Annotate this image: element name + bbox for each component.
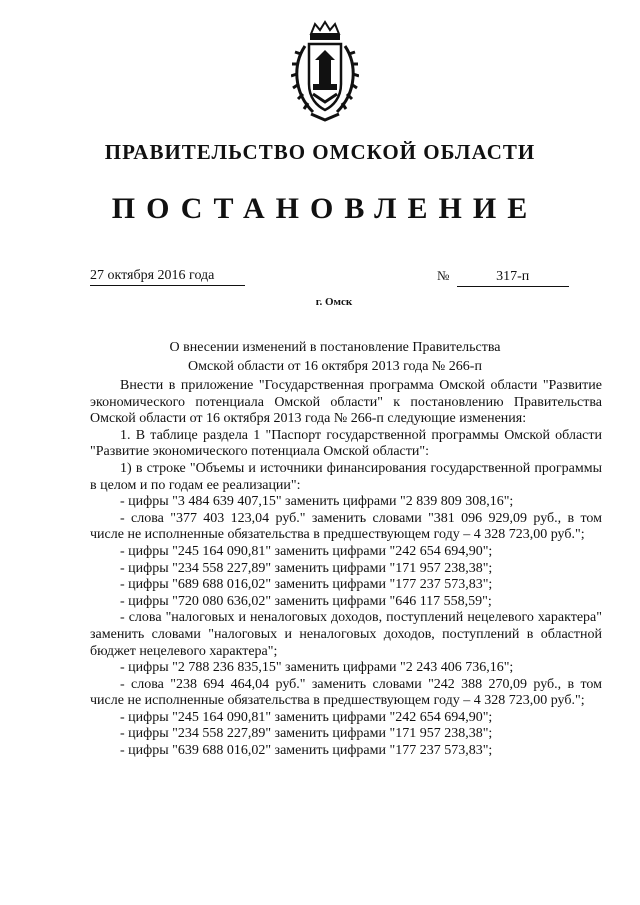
city: г. Омск bbox=[315, 296, 353, 308]
subject-line: Омской области от 16 октября 2013 года № 266-п bbox=[188, 359, 482, 374]
paragraph: - цифры "689 688 016,02" заменить цифрами "177 237 573,83"; bbox=[120, 577, 493, 593]
paragraph: - цифры "3 484 639 407,15" заменить цифрами "2 839 809 308,16"; bbox=[120, 494, 514, 510]
paragraph: - цифры "2 788 236 835,15" заменить цифрами "2 243 406 736,16"; bbox=[120, 660, 514, 676]
paragraph: - цифры "639 688 016,02" заменить цифрами "177 237 573,83"; bbox=[120, 743, 493, 759]
paragraph: 1. В таблице раздела 1 "Паспорт государственной программы Омской области "Развитие экономического потенциала Омской области": bbox=[90, 427, 602, 460]
coat-of-arms bbox=[291, 20, 359, 128]
document-number: 317-п bbox=[457, 269, 569, 287]
paragraph: - цифры "720 080 636,02" заменить цифрами "646 117 558,59"; bbox=[120, 593, 492, 609]
paragraph: - цифры "245 164 090,81" заменить цифрами "242 654 694,90"; bbox=[120, 709, 493, 725]
paragraph: Внести в приложение "Государственная программа Омской области "Развитие экономического потенциала Омской области" к постановлению Правительства Омской области от 16 октября 2013 года № 266-п следующие изменения: bbox=[90, 378, 602, 427]
document-subject bbox=[0, 338, 640, 376]
paragraph: - цифры "245 164 090,81" заменить цифрами "242 654 694,90"; bbox=[120, 543, 493, 559]
paragraph: - цифры "234 558 227,89" заменить цифрами "171 957 238,38"; bbox=[120, 560, 493, 576]
paragraph: - цифры "234 558 227,89" заменить цифрами "171 957 238,38"; bbox=[120, 726, 493, 742]
paragraph: - слова "налоговых и неналоговых доходов, поступлений нецелевого характера" заменить словами "налоговых и неналоговых доходов, поступлений в областной бюджет нецелевого характера"; bbox=[90, 610, 602, 659]
paragraph: - слова "238 694 464,04 руб." заменить словами "242 388 270,09 руб., в том числе не исполненные обязательства в предшествующем году – 4 328 723,00 руб."; bbox=[90, 676, 602, 709]
document-type-title: ПОСТАНОВЛЕНИЕ bbox=[111, 192, 539, 225]
document-date: 27 октября 2016 года bbox=[90, 268, 245, 286]
subject-line: О внесении изменений в постановление Правительства bbox=[169, 340, 501, 355]
document-body bbox=[90, 378, 602, 760]
coat-of-arms-icon bbox=[291, 20, 359, 128]
organization-title: ПРАВИТЕЛЬСТВО ОМСКОЙ ОБЛАСТИ bbox=[104, 140, 536, 164]
paragraph: 1) в строке "Объемы и источники финансирования государственной программы в целом и по годам ее реализации": bbox=[90, 460, 602, 493]
document-number-block bbox=[437, 268, 569, 287]
number-label: № bbox=[437, 268, 450, 283]
paragraph: - слова "377 403 123,04 руб." заменить словами "381 096 929,09 руб., в том числе не исполненные обязательства в предшествующем году – 4 328 723,00 руб."; bbox=[90, 510, 602, 543]
